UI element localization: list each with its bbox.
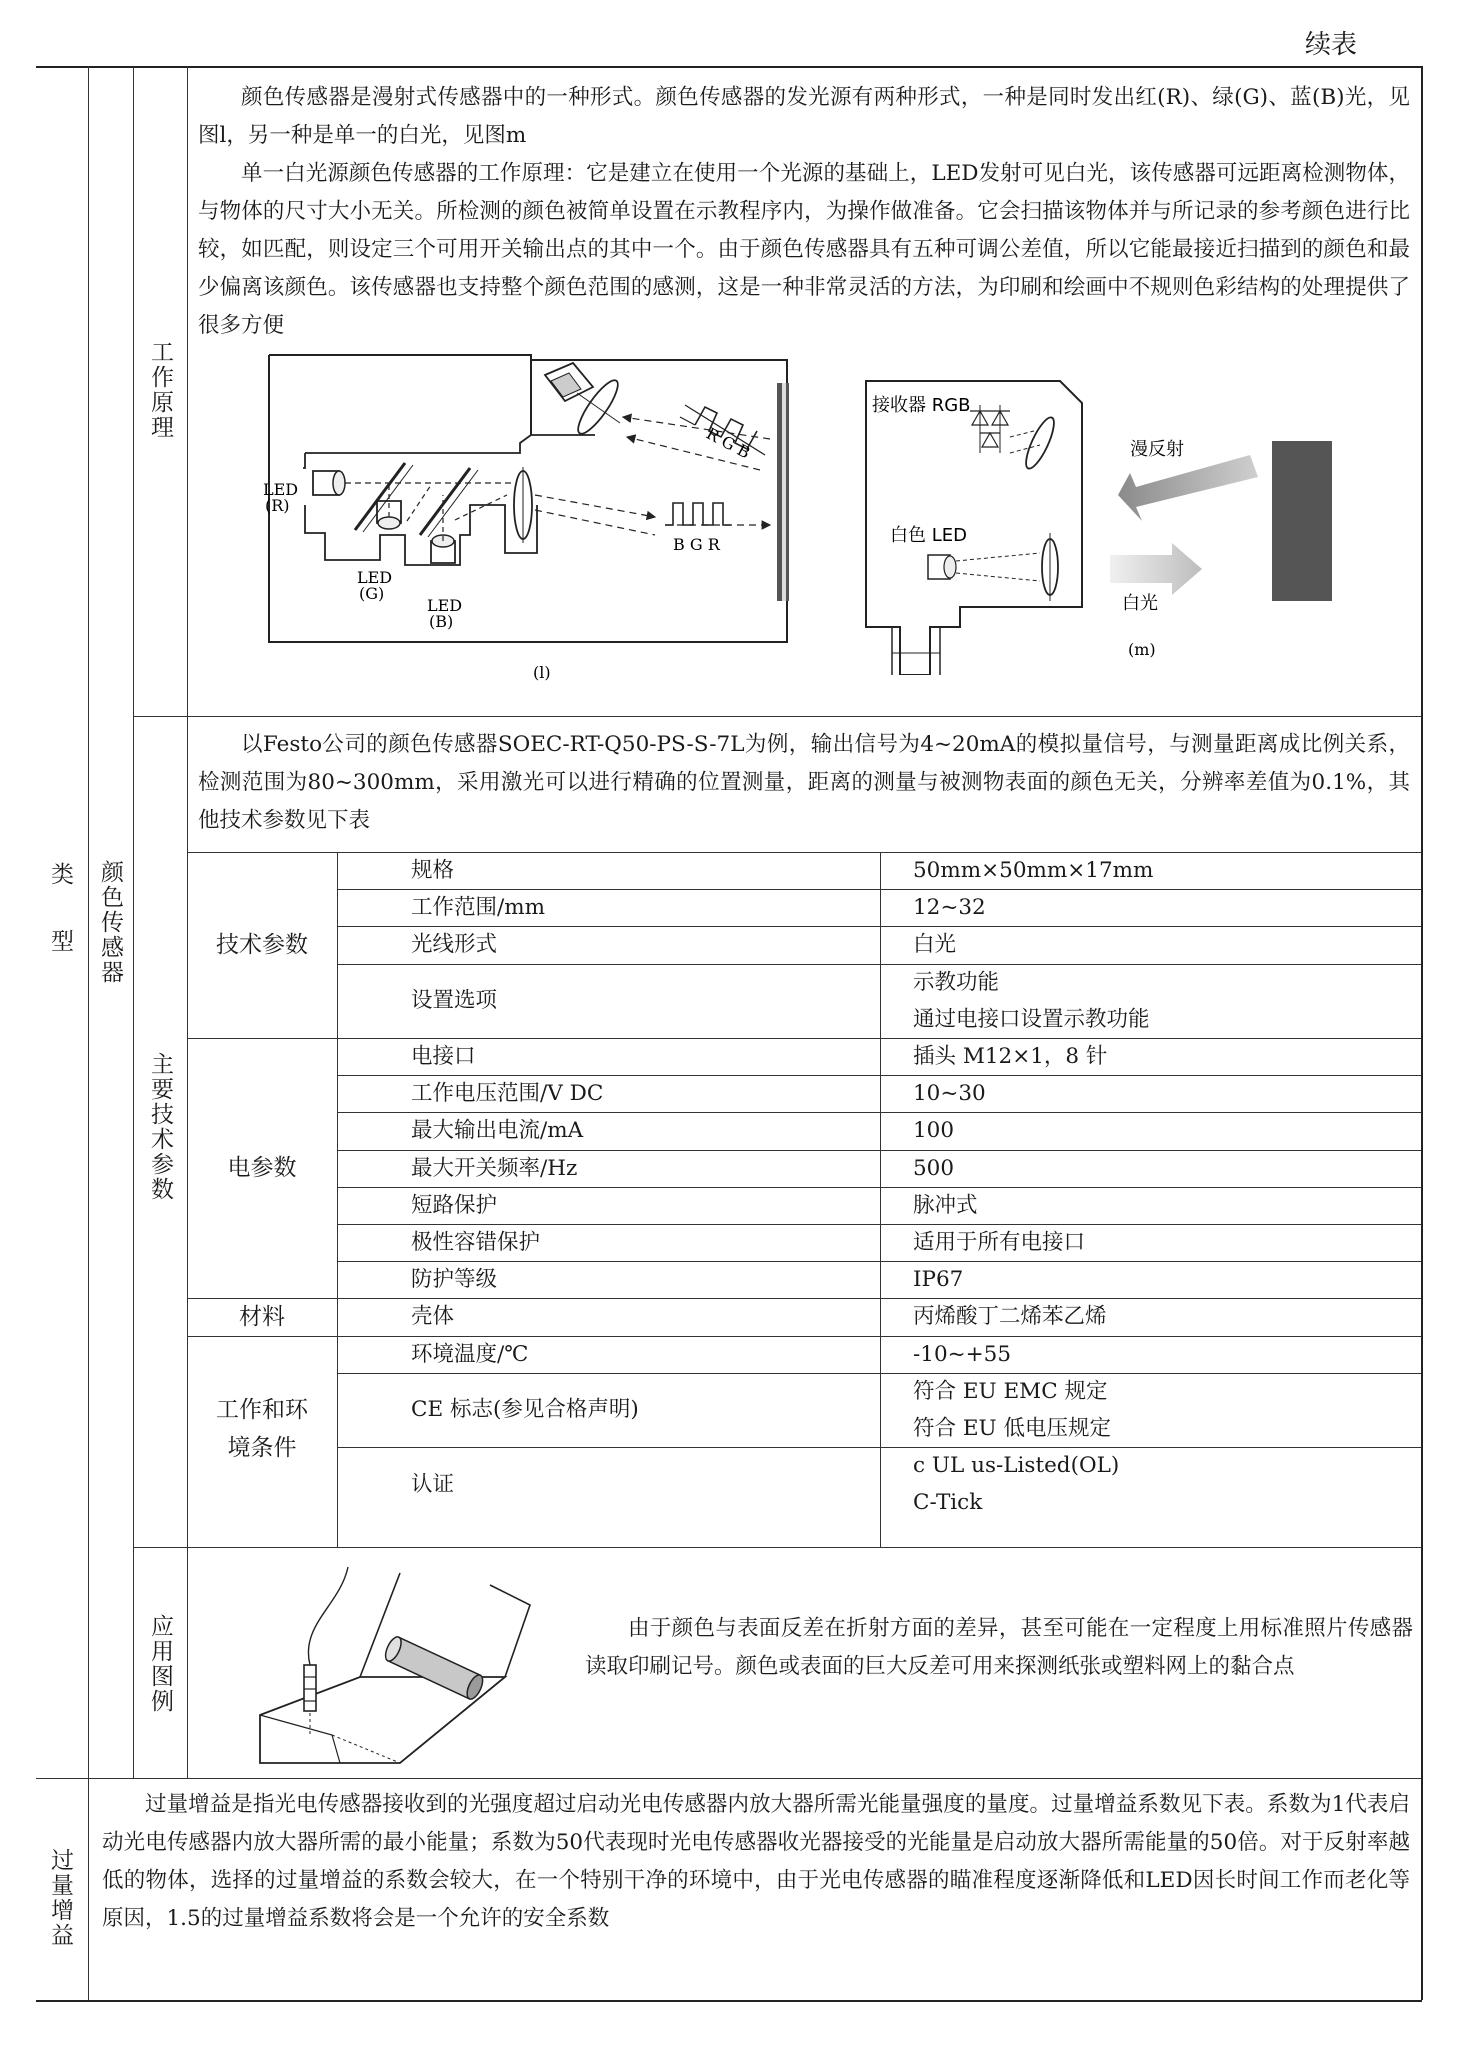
row-divider-specs <box>133 1547 1421 1548</box>
section-divider-excess-gain <box>36 1778 1422 1779</box>
spec-value-cell <box>913 964 1403 1038</box>
category-label: 类型 <box>47 862 73 996</box>
spec-param-cell: 最大开关频率/Hz <box>411 1155 578 1181</box>
spec-value-cell-line: 通过电接口设置示教功能 <box>913 1006 1150 1032</box>
spec-value-cell <box>913 1150 1403 1187</box>
spec-value-cell-line: 10~30 <box>913 1081 986 1107</box>
excess-gain-paragraph: 过量增益是指光电传感器接收到的光强度超过启动光电传感器内放大器所需光能量强度的量度。过量增益系数见下表。系数为1代表启动光电传感器内放大器所需的最小能量；系数为50代表现时光电传感器收光器接受的光能量是启动放大器所需能量的50倍。对于反射率越低的物体，选择的过量增益的系数会较大，在一个特别干净的环境中，由于光电传感器的瞄准程度逐渐降低和LED因长时间工作而老化等原因，1.5的过量增益系数将会是一个允许的安全系数 <box>102 1792 1410 1931</box>
principle-text <box>198 79 1410 345</box>
spec-value-cell-line: 100 <box>913 1118 955 1144</box>
subcategory-label: 颜色传感器 <box>97 860 123 985</box>
spec-value-cell <box>913 1224 1403 1261</box>
spec-param-cell: 设置选项 <box>411 988 498 1014</box>
application-text <box>585 1610 1413 1686</box>
spec-group-label-line: 电参数 <box>227 1155 297 1182</box>
fig-l-led-g-line2: (G) <box>359 584 385 603</box>
spec-group-label <box>187 1391 337 1467</box>
fig-l-rgb-label: R G B <box>703 423 754 463</box>
spec-param-cell: CE 标志(参见合格声明) <box>411 1397 639 1423</box>
specs-intro <box>198 726 1410 840</box>
spec-value-cell <box>913 1261 1403 1298</box>
fig-m-white-label: 白光 <box>1122 593 1158 614</box>
fig-l-led-b-line1: LED <box>427 596 463 615</box>
spec-value-cell <box>913 1447 1403 1521</box>
spec-param-cell: 壳体 <box>411 1304 455 1330</box>
spec-group-label <box>187 1149 337 1187</box>
spec-param-cell: 认证 <box>411 1471 455 1497</box>
spec-value-cell-line: 白光 <box>913 932 957 958</box>
spec-value-cell-line: 脉冲式 <box>913 1192 978 1218</box>
spec-value-cell-line: 符合 EU EMC 规定 <box>913 1378 1108 1404</box>
principle-paragraph-1: 颜色传感器是漫射式传感器中的一种形式。颜色传感器的发光源有两种形式，一种是同时发出红(R)、绿(G)、蓝(B)光，见图l，另一种是单一的白光，见图m <box>198 85 1410 148</box>
spec-value-cell-line: -10~+55 <box>913 1341 1012 1367</box>
col-divider-1 <box>88 66 89 2000</box>
fig-m-led-label: 白色 LED <box>890 525 967 546</box>
continued-label: 续表 <box>1305 30 1358 60</box>
spec-param-cell: 工作电压范围/V DC <box>411 1081 604 1107</box>
fig-l-led-r-line1: LED <box>263 480 299 499</box>
spec-value-cell-line: 12~32 <box>913 895 986 921</box>
spec-param-cell: 最大输出电流/mA <box>411 1118 584 1144</box>
excess-gain-text <box>102 1786 1410 1938</box>
spec-value-cell-line: 丙烯酸丁二烯苯乙烯 <box>913 1304 1107 1330</box>
col-divider-2 <box>133 66 134 1778</box>
fig-l-led-g-line1: LED <box>357 568 393 587</box>
figure-l-diagram <box>255 345 825 685</box>
spec-param-cell: 光线形式 <box>411 932 498 958</box>
spec-param-cell: 短路保护 <box>411 1192 498 1218</box>
spec-group-label-line: 材料 <box>239 1304 285 1330</box>
table-top-rule <box>36 66 1422 68</box>
spec-param-cell: 防护等级 <box>411 1267 498 1293</box>
row-label-specs: 主要技术参数 <box>147 1052 173 1202</box>
spec-group-label-line: 技术参数 <box>216 932 308 958</box>
fig-l-led-b-line2: (B) <box>429 612 454 631</box>
spec-group-label <box>187 1298 337 1336</box>
spec-param-cell: 极性容错保护 <box>411 1230 541 1255</box>
spec-value-cell-line: 500 <box>913 1155 955 1181</box>
excess-gain-label: 过量增益 <box>47 1848 73 1948</box>
fig-l-caption: (l) <box>533 663 551 682</box>
spec-value-cell-line: 50mm×50mm×17mm <box>913 858 1154 883</box>
fig-l-bgr-label: B G R <box>673 535 720 554</box>
spec-value-cell <box>913 889 1403 926</box>
application-paragraph: 由于颜色与表面反差在折射方面的差异，甚至可能在一定程度上用标准照片传感器读取印刷记号。颜色或表面的巨大反差可用来探测纸张或塑料网上的黏合点 <box>585 1616 1413 1679</box>
row-label-principle: 工作原理 <box>147 340 173 440</box>
spec-value-cell <box>913 1298 1403 1335</box>
spec-group-label-line: 境条件 <box>227 1434 297 1461</box>
figure-m-diagram <box>860 375 1350 675</box>
spec-value-cell <box>913 1373 1403 1447</box>
fig-l-led-r-line2: (R) <box>265 496 290 515</box>
spec-value-cell-line: 示教功能 <box>913 969 1000 995</box>
fig-m-caption: (m) <box>1128 640 1156 659</box>
spec-param-cell: 环境温度/℃ <box>411 1341 529 1367</box>
spec-value-cell-line: IP67 <box>913 1267 964 1293</box>
table-right-border <box>1421 66 1423 2000</box>
fig-m-receiver-label: 接收器 RGB <box>872 395 971 416</box>
spec-group-label-line: 工作和环 <box>216 1396 308 1423</box>
col-divider-3 <box>187 66 188 1778</box>
spec-value-cell <box>913 1038 1403 1075</box>
principle-paragraph-2: 单一白光源颜色传感器的工作原理：它是建立在使用一个光源的基础上，LED发射可见白光，该传感器可远距离检测物体，与物体的尺寸大小无关。所检测的颜色被简单设置在示教程序内，为操作做准备。它会扫描该物体并与所记录的参考颜色进行比较，如匹配，则设定三个可用开关输出点的其中一个。由于颜色传感器具有五种可调公差值，所以它能最接近扫描到的颜色和最少偏离该颜色。该传感器也支持整个颜色范围的感测，这是一种非常灵活的方法，为印刷和绘画中不规则色彩结构的处理提供了很多方便 <box>198 161 1410 338</box>
spec-value-cell <box>913 852 1403 889</box>
spec-value-cell <box>913 1075 1403 1112</box>
application-illustration <box>250 1565 550 1770</box>
specs-intro-text: 以Festo公司的颜色传感器SOEC-RT-Q50-PS-S-7L为例，输出信号为4~20mA的模拟量信号，与测量距离成比例关系，检测范围为80~300mm，采用激光可以进行精确的位置测量，距离的测量与被测物表面的颜色无关，分辨率差值为0.1%，其他技术参数见下表 <box>198 732 1410 833</box>
spec-value-cell <box>913 1187 1403 1224</box>
spec-value-cell-line: 适用于所有电接口 <box>913 1230 1086 1255</box>
spec-value-cell <box>913 1112 1403 1149</box>
fig-m-diffuse-label: 漫反射 <box>1130 439 1184 460</box>
spec-param-cell: 规格 <box>411 858 455 883</box>
spec-value-cell <box>913 1336 1403 1373</box>
spec-col-divider-1 <box>337 852 338 1547</box>
row-divider-principle <box>133 716 1421 717</box>
spec-param-cell: 电接口 <box>411 1044 476 1069</box>
row-label-application: 应用图例 <box>147 1614 173 1714</box>
spec-value-cell-line: c UL us-Listed(OL) <box>913 1453 1120 1479</box>
spec-value-cell-line: C-Tick <box>913 1490 983 1516</box>
spec-group-label <box>187 926 337 964</box>
spec-value-cell-line: 符合 EU 低电压规定 <box>913 1415 1111 1441</box>
table-bottom-rule <box>36 2000 1422 2002</box>
spec-value-cell-line: 插头 M12×1，8 针 <box>913 1044 1108 1069</box>
spec-value-cell <box>913 926 1403 963</box>
spec-col-divider-2 <box>880 852 881 1547</box>
spec-param-cell: 工作范围/mm <box>411 895 546 921</box>
